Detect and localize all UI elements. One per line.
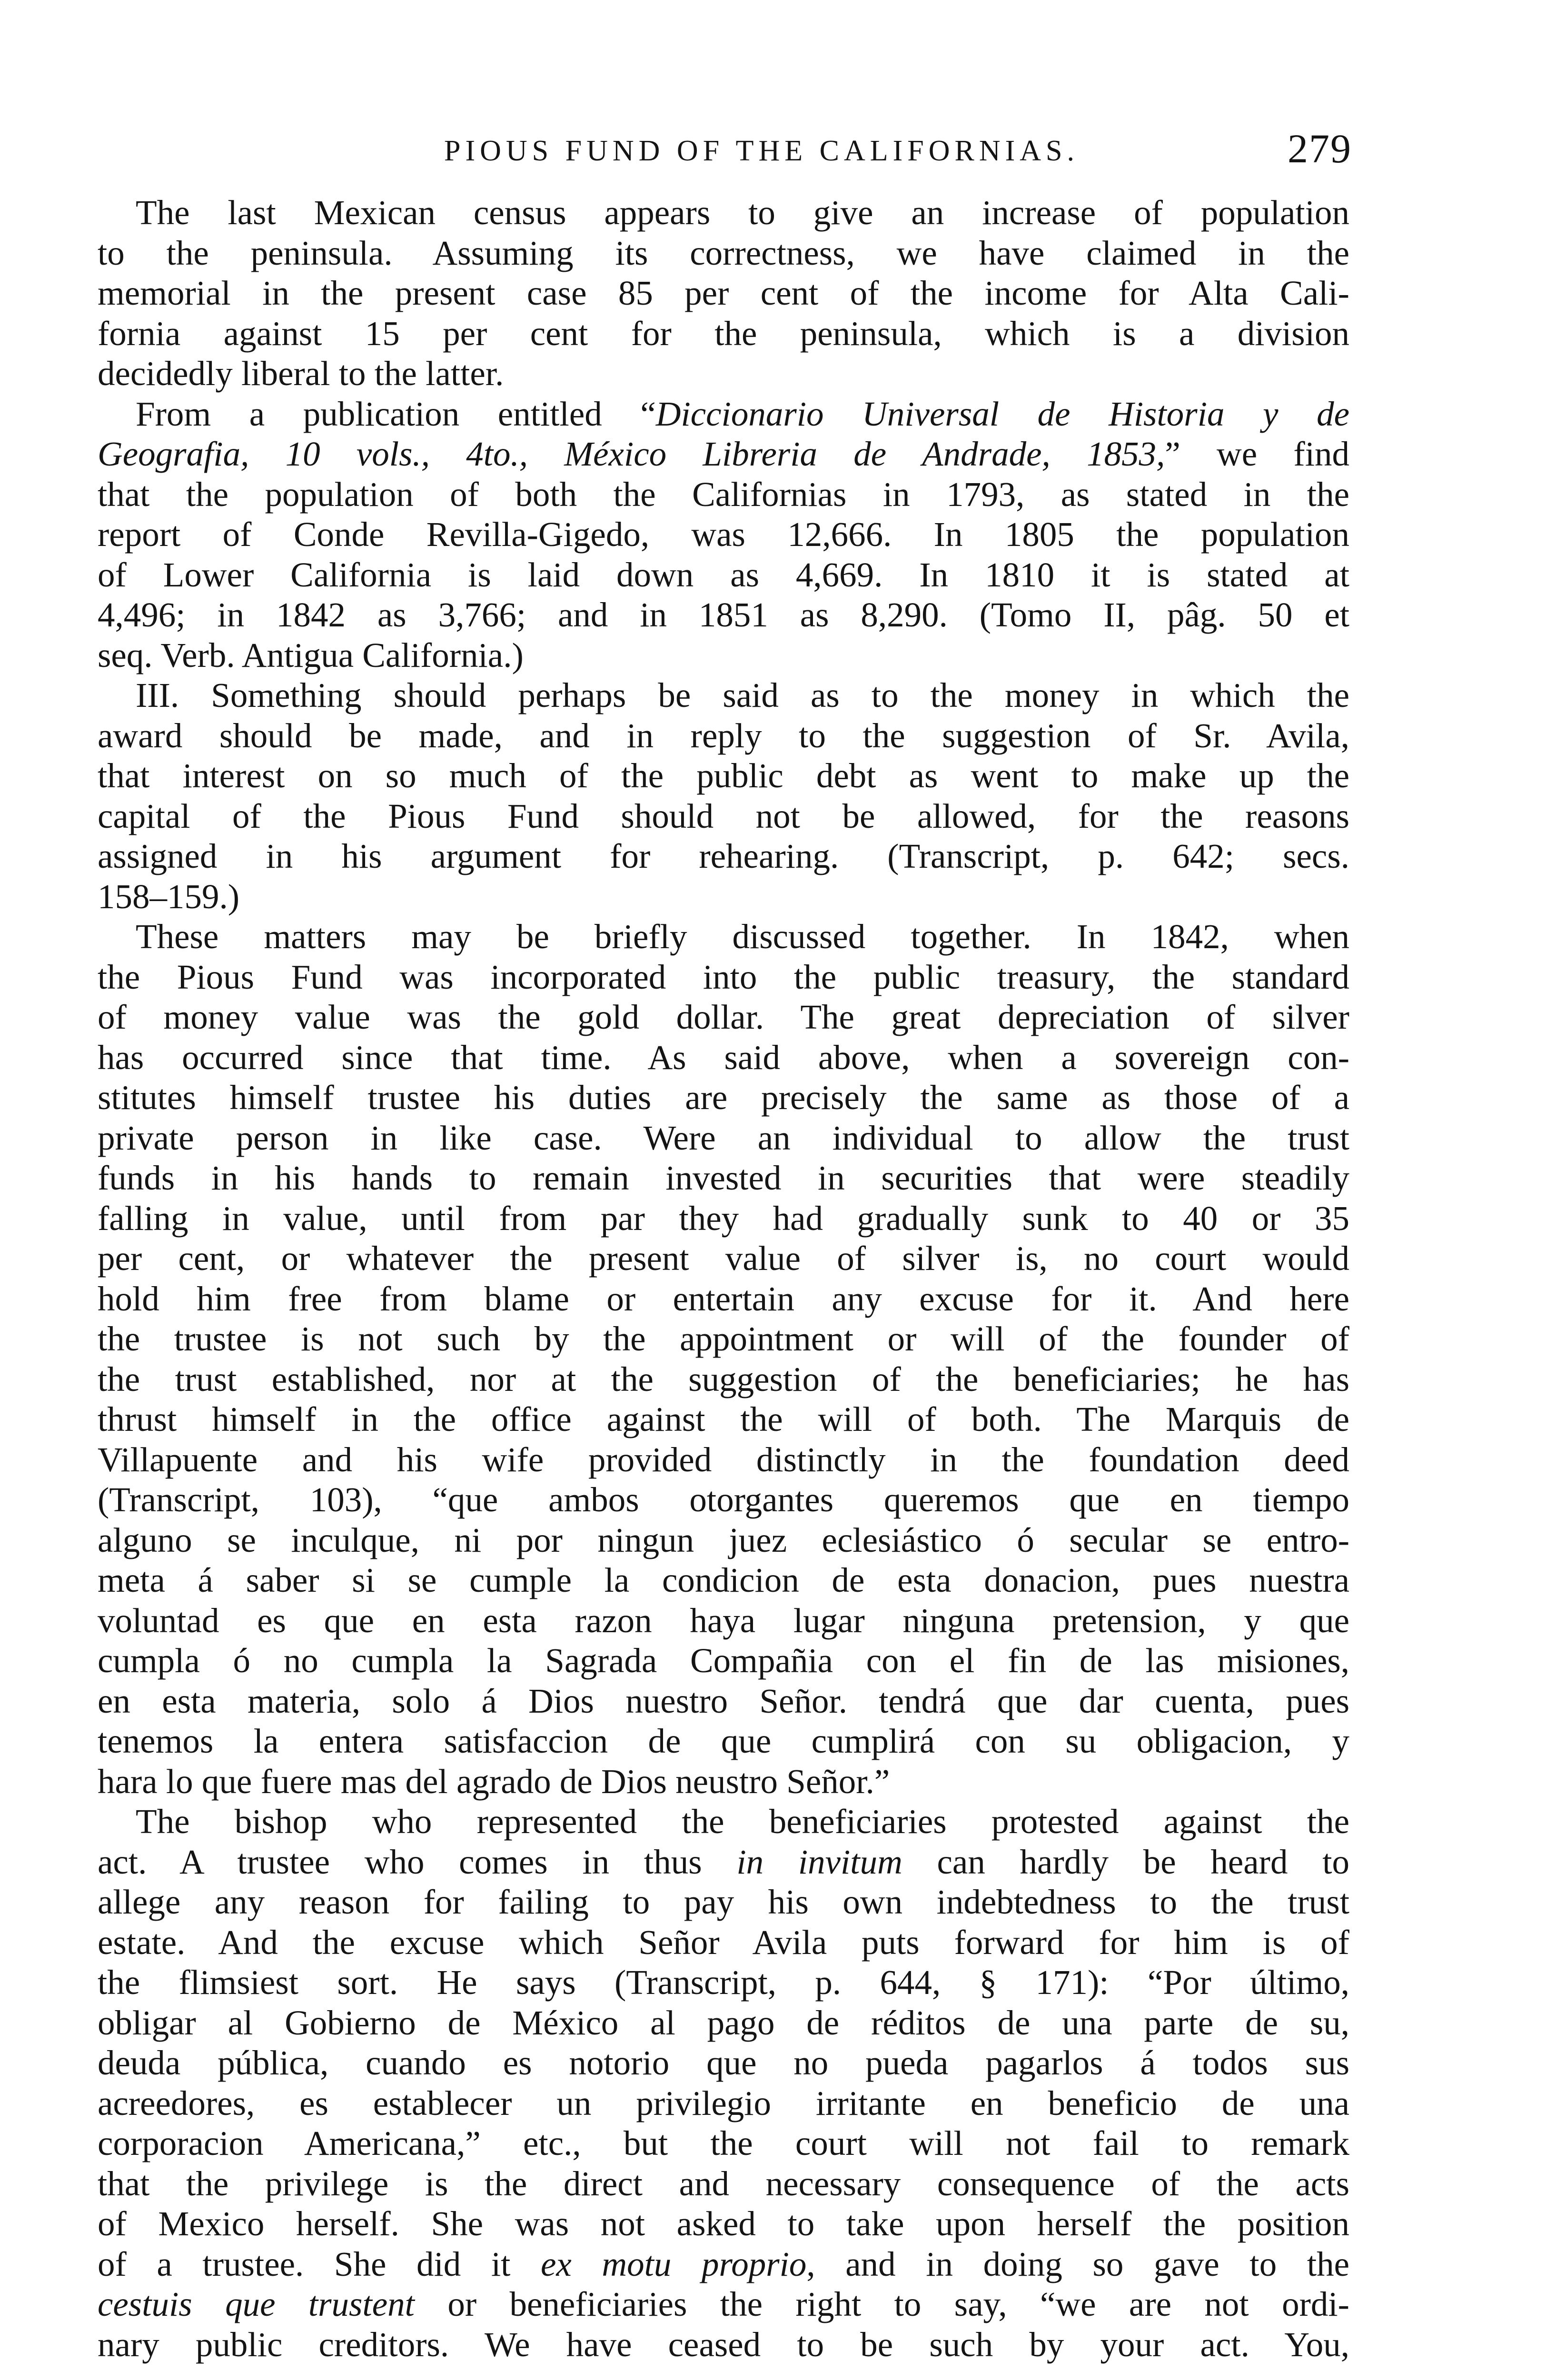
text-line: estate. And the excuse which Señor Avila puts forward for him is of xyxy=(98,1923,1349,1962)
text-line: en esta materia, solo á Dios nuestro Señor. tendrá que dar cuenta, pues xyxy=(98,1681,1349,1720)
running-title: PIOUS FUND OF THE CALIFORNIAS. xyxy=(444,135,1080,167)
text-line: the flimsiest sort. He says (Transcript, p. 644, § 171): “Por último, xyxy=(98,1963,1349,2002)
text-line xyxy=(98,2244,1349,2285)
text-line: cumpla ó no cumpla la Sagrada Compañia con el fin de las misiones, xyxy=(98,1641,1349,1680)
text-line: 158–159.) xyxy=(98,877,240,916)
text-line: thrust himself in the office against the will of both. The Marquis de xyxy=(98,1400,1349,1438)
text-line: per cent, or whatever the present value of silver is, no court would xyxy=(98,1239,1349,1278)
text-line: that interest on so much of the public debt as went to make up the xyxy=(98,756,1349,795)
text-line: meta á saber si se cumple la condicion de esta donacion, pues nuestra xyxy=(98,1561,1349,1599)
body-text xyxy=(98,193,1349,2365)
text-line: decidedly liberal to the latter. xyxy=(98,354,504,393)
text-segment: From a publication entitled “ xyxy=(136,394,656,433)
text-segment: act. A trustee who comes in thus xyxy=(98,1842,737,1881)
text-line: obligar al Gobierno de México al pago de réditos de una parte de su, xyxy=(98,2003,1349,2042)
text-line: report of Conde Revilla-Gigedo, was 12,666. In 1805 the population xyxy=(98,515,1349,554)
italic-text: cestuis que trustent xyxy=(98,2285,415,2323)
text-segment: can hardly be heard to xyxy=(902,1842,1349,1881)
text-line: The bishop who represented the beneficiaries protested against the xyxy=(136,1802,1349,1841)
running-head xyxy=(95,125,1352,177)
text-line: (Transcript, 103), “que ambos otorgantes queremos que en tiempo xyxy=(98,1480,1349,1519)
text-line: hara lo que fuere mas del agrado de Dios neustro Señor.” xyxy=(98,1762,890,1801)
text-segment: of a trustee. She did it xyxy=(98,2244,541,2283)
italic-text: Diccionario Universal de Historia y de xyxy=(655,394,1349,433)
text-line xyxy=(98,2284,1349,2325)
text-line: Villapuente and his wife provided distinctly in the foundation deed xyxy=(98,1440,1349,1479)
page-number: 279 xyxy=(1288,126,1352,171)
text-line xyxy=(98,394,1349,435)
text-line xyxy=(98,1842,1349,1883)
text-line: tenemos la entera satisfaccion de que cumplirá con su obligacion, y xyxy=(98,1722,1349,1760)
text-segment: , and in doing so gave to the xyxy=(806,2244,1350,2283)
text-line: funds in his hands to remain invested in securities that were steadily xyxy=(98,1159,1349,1197)
text-line: of Mexico herself. She was not asked to take upon herself the position xyxy=(98,2204,1349,2243)
text-line: corporacion Americana,” etc., but the court will not fail to remark xyxy=(98,2124,1349,2162)
text-line: hold him free from blame or entertain any excuse for it. And here xyxy=(98,1279,1349,1318)
italic-text: ex motu proprio xyxy=(541,2244,807,2283)
text-line: private person in like case. Were an individual to allow the trust xyxy=(98,1118,1349,1157)
text-line: of money value was the gold dollar. The great depreciation of silver xyxy=(98,998,1349,1036)
text-line: falling in value, until from par they had gradually sunk to 40 or 35 xyxy=(98,1199,1349,1238)
text-line: The last Mexican census appears to give an increase of population xyxy=(136,193,1349,232)
text-line: the trustee is not such by the appointment or will of the founder of xyxy=(98,1319,1349,1358)
text-segment: or beneficiaries the right to say, “we are not ordi- xyxy=(414,2285,1349,2323)
text-line: the Pious Fund was incorporated into the public treasury, the standard xyxy=(98,957,1349,996)
text-line: that the population of both the Californias in 1793, as stated in the xyxy=(98,475,1349,514)
text-line: memorial in the present case 85 per cent of the income for Alta Cali- xyxy=(98,274,1349,312)
text-line: allege any reason for failing to pay his own indebtedness to the trust xyxy=(98,1883,1349,1921)
text-line: that the privilege is the direct and necessary consequence of the acts xyxy=(98,2164,1349,2203)
text-line: assigned in his argument for rehearing. (Transcript, p. 642; secs. xyxy=(98,837,1349,875)
text-line: fornia against 15 per cent for the peninsula, which is a division xyxy=(98,314,1349,353)
text-line: These matters may be briefly discussed together. In 1842, when xyxy=(136,917,1349,956)
text-line: seq. Verb. Antigua California.) xyxy=(98,635,524,674)
text-line: 4,496; in 1842 as 3,766; and in 1851 as 8,290. (Tomo II, pâg. 50 et xyxy=(98,595,1349,634)
text-line: stitutes himself trustee his duties are precisely the same as those of a xyxy=(98,1078,1349,1117)
text-line: to the peninsula. Assuming its correctness, we have claimed in the xyxy=(98,233,1349,272)
text-line: capital of the Pious Fund should not be allowed, for the reasons xyxy=(98,796,1349,835)
text-line: voluntad es que en esta razon haya lugar ninguna pretension, y que xyxy=(98,1601,1349,1640)
text-line: the trust established, nor at the suggestion of the beneficiaries; he has xyxy=(98,1359,1349,1398)
italic-text: in invitum xyxy=(736,1842,902,1881)
text-line: of Lower California is laid down as 4,669. In 1810 it is stated at xyxy=(98,555,1349,594)
text-line: award should be made, and in reply to the suggestion of Sr. Avila, xyxy=(98,716,1349,755)
text-line: nary public creditors. We have ceased to be such by your act. You, xyxy=(98,2325,1349,2364)
text-line: has occurred since that time. As said above, when a sovereign con- xyxy=(98,1038,1349,1077)
text-line: alguno se inculque, ni por ningun juez eclesiástico ó secular se entro- xyxy=(98,1520,1349,1559)
text-line: III. Something should perhaps be said as to the money in which the xyxy=(136,676,1349,714)
text-line xyxy=(98,434,1349,475)
text-segment: ” we find xyxy=(1165,435,1349,473)
text-line: deuda pública, cuando es notorio que no pueda pagarlos á todos sus xyxy=(98,2043,1349,2082)
text-line: acreedores, es establecer un privilegio irritante en beneficio de una xyxy=(98,2083,1349,2122)
italic-text: Geografia, 10 vols., 4to., México Libreria de Andrade, 1853, xyxy=(98,435,1165,473)
